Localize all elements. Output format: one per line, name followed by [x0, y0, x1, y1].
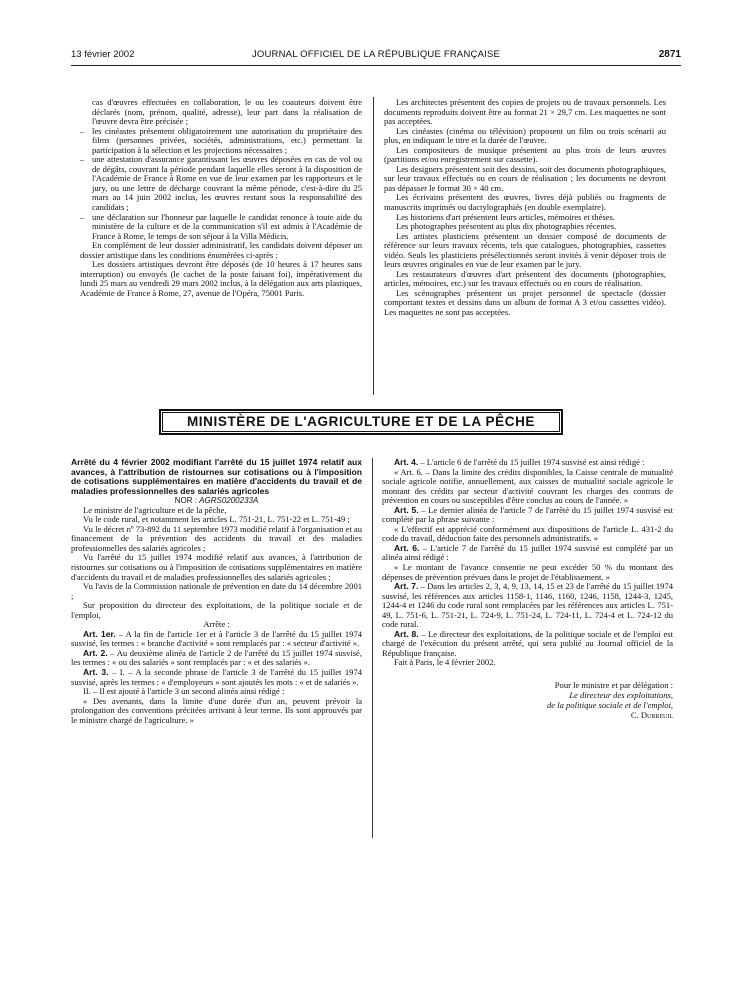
paragraph: Sur proposition du directeur des exploitations, de la politique sociale et de l'emploi,	[71, 600, 362, 620]
article-text: – L'article 6 de l'arrêté du 15 juillet 1974 susvisé est ainsi rédigé :	[418, 457, 645, 467]
signature-title: Le directeur des exploitations,	[569, 690, 673, 701]
article-text: – Dans les articles 2, 3, 4, 9, 13, 14, 15 et 23 de l'arrêté du 15 juillet 1974 susvisé, les références aux articles 1158-1, 1146, 1160, 1246, 1158, 1244-3, 1245, 1244-4 et 1246 du code rural sont remplacées par les références aux articles L. 751-49, L. 751-6, L. 751-21, L. 724-9, L. 751-24, L. 724-11, L. 724-4 et L. 724-12 du code rural.	[382, 581, 673, 630]
article-text: – Le dernier alinéa de l'article 7 de l'arrêté du 15 juillet 1974 susvisé est complété par la phrase suivante :	[382, 504, 673, 525]
paragraph: Les designers présentent soit des dessins, soit des documents photographiques, sur leur travaux effectués ou en cours de réalisation ; les documents ne devront pas dépasser le format 30 × 40 cm.	[384, 163, 666, 193]
arrete-right-column	[382, 458, 673, 720]
article-label: Art. 2.	[83, 647, 108, 658]
paragraph: Les photographes présentent au plus dix photographies récentes.	[396, 221, 617, 232]
signature-title: de la politique sociale et de l'emploi,	[547, 700, 673, 711]
signature-name: C. Dubreuil	[630, 710, 673, 721]
paragraph: En complément de leur dossier administratif, les candidats doivent déposer un dossier artistique dans les conditions énumérées ci-après :	[80, 240, 362, 260]
quoted-paragraph: « Le montant de l'avance consentie ne peut excéder 50 % du montant des dépenses de prévention prévues dans le projet de l'établissement. »	[382, 562, 673, 582]
arrete-title: Arrêté du 4 février 2002 modifiant l'arrêté du 15 juillet 1974 relatif aux avances, à l'attribution de ristournes sur cotisations ou à l'imposition de cotisations supplémentaires en matière d'accidents du travail et de maladies professionnelles des salariés agricoles	[71, 457, 362, 496]
article-5	[382, 506, 673, 525]
article-text: – A la fin de l'article 1er et à l'article 3 de l'arrêté du 15 juillet 1974 susvisé, les termes : « branche d'activité » sont remplacés par : « secteur d'activité ».	[71, 628, 362, 649]
article-label: Art. 6.	[394, 542, 420, 553]
paragraph: Les écrivains présentent des œuvres, livres déjà publiés ou fragments de manuscrits imprimés ou dactylographiés (en double exemplaire).	[384, 192, 666, 213]
signature-block	[382, 680, 673, 720]
article-label: Art. 1er.	[83, 628, 116, 639]
article-1	[71, 630, 362, 649]
article-6	[382, 544, 673, 563]
top-right-column	[384, 98, 666, 318]
nor-code: AGRS0200233A	[199, 496, 259, 506]
article-text: – Au deuxième alinéa de l'article 2 de l'arrêté du 15 juillet 1974 susvisé, les termes : « ou des salariés » sont remplacés par : « et des salariés ».	[71, 647, 362, 668]
list-item: cas d'œuvres effectuées en collaboration, le ou les coauteurs doivent être déclarés (nom, prénom, qualité, adresse), leur part dans la réalisation de l'œuvre devra être précisée ;	[92, 97, 362, 127]
paragraph: Les scénographes présentent un projet personnel de spectacle (dossier comportant textes et dessins dans un album de format A 3 et/ou cassettes vidéo). Les maquettes ne sont pas acceptées.	[384, 287, 666, 318]
paragraph: Les historiens d'art présentent leurs articles, mémoires et thèses.	[396, 211, 615, 222]
header-date: 13 février 2002	[71, 49, 135, 60]
article-2	[71, 649, 362, 668]
paragraph: Les dossiers artistiques devront être déposés (de 10 heures à 17 heures sans interruption) ou envoyés (le cachet de la poste faisant foi), impérativement du lundi 25 mars au vendredi 29 mars 2002 inclus, à la délégation aux arts plastiques, Académie de France à Rome, 27, avenue de l'Opéra, 75001 Paris.	[80, 259, 362, 298]
article-text: – Le directeur des exploitations, de la politique sociale et de l'emploi est chargé de l'exécution du présent arrêté, qui sera publié au Journal officiel de la République française.	[382, 628, 673, 658]
header-page-number: 2871	[658, 49, 681, 60]
fait-a-paris: Fait à Paris, le 4 février 2002.	[394, 657, 496, 668]
article-label: Art. 4.	[394, 457, 419, 467]
article-text: – L'article 7 de l'arrêté du 15 juillet 1974 susvisé est complété par un alinéa ainsi rédigé :	[382, 542, 673, 563]
article-label: Art. 3.	[83, 667, 109, 678]
header-rule	[71, 65, 681, 66]
list-item: – une déclaration sur l'honneur par laquelle le candidat renonce à toute aide du ministère de la culture et de la communication s'il est admis à l'Académie de France à Rome, le temps de son séjour à la Villa Médicis.	[80, 213, 362, 242]
paragraph: Les compositeurs de musique présentent au plus trois de leurs œuvres (partitions et/ou enregistrement sur cassette).	[384, 144, 666, 165]
signature-delegation: Pour le ministre et par délégation :	[554, 680, 673, 691]
column-divider	[373, 97, 374, 395]
paragraph: Le ministre de l'agriculture et de la pêche,	[83, 504, 227, 515]
paragraph: Les restaurateurs d'œuvres d'art présentent des documents (photographies, articles, mémoires, etc.) sur les travaux effectués ou en cours de réalisation.	[384, 268, 666, 289]
top-left-column	[80, 98, 362, 298]
requirements-list	[80, 98, 362, 241]
article-text: – I. – A la seconde phrase de l'article 3 de l'arrêté du 15 juillet 1974 susvisé, après les termes : « d'employeurs » sont ajoutés les mots : « et de salariés ».	[71, 667, 362, 687]
paragraph: Les artistes plasticiens présentent un dossier composé de documents de référence sur leurs travaux récents, tels que catalogues, photographies, cassettes vidéo. Seuls les plasticiens présélectionnés seront invités à venir déposer trois de leurs œuvres originales en vue de leur examen par le jury.	[384, 230, 666, 270]
article-3	[71, 668, 362, 687]
list-item: – les cinéastes présentent obligatoirement une autorisation du propriétaire des films (personnes privées, sociétés, administrations, etc.) permettant la participation à la sélection et les projections nécessaires ;	[80, 127, 362, 156]
header-journal-title: JOURNAL OFFICIEL DE LA RÉPUBLIQUE FRANÇAISE	[251, 49, 501, 60]
nor-label: NOR :	[174, 496, 197, 506]
list-item: – une attestation d'assurance garantissant les œuvres déposées en cas de vol ou de dégâts, couvrant la période pendant laquelle elles seront à la disposition de l'Académie de France à Rome en vue de leur examen par les rapporteurs et le jury, ou une lettre de décharge couvrant la même période, c'est-à-dire du 25 mars au 14 juin 2002 inclus, les œuvres restant sous la responsabilité des candidats ;	[80, 155, 362, 212]
paragraph: Vu l'arrêté du 15 juillet 1974 modifié relatif aux avances, à l'attribution de ristournes sur cotisations ou à l'imposition de cotisations supplémentaires en matière d'accidents du travail et de maladies professionnelles des salariés agricoles ;	[71, 552, 362, 582]
article-7	[382, 582, 673, 630]
arrete-label: Arrête :	[203, 619, 230, 630]
arrete-left-column	[71, 458, 362, 725]
quoted-paragraph: « L'effectif est apprécié conformément aux dispositions de l'article L. 431-2 du code du travail, déduction faite des personnels administratifs. »	[382, 523, 673, 544]
article-label: Art. 7.	[394, 581, 419, 592]
quoted-paragraph: « Art. 6. – Dans la limite des crédits disponibles, la Caisse centrale de mutualité sociale agricole notifie, annuellement, aux caisses de mutualité sociale agricole le montant des crédits par secteur d'activité couvrant les charges des contrats de prévention en cours ou susceptibles d'être conclus au cours de l'année. »	[382, 466, 673, 506]
paragraph: Les architectes présentent des copies de projets ou de travaux personnels. Les documents reproduits doivent être au format 21 × 29,7 cm. Les maquettes ne sont pas acceptées.	[384, 97, 666, 127]
article-label: Art. 5.	[394, 504, 419, 515]
page-header	[71, 49, 681, 63]
column-divider	[372, 458, 373, 838]
paragraph: Les cinéastes (cinéma ou télévision) proposent un film ou trois scénarii au plus, en indiquant le titre et la durée de l'œuvre.	[384, 125, 666, 146]
quoted-paragraph: « Des avenants, dans la limite d'une durée d'un an, peuvent prévoir la prolongation des conventions précitées arrivant à leur terme. Ils sont approuvés par le ministre chargé de l'agriculture. »	[71, 695, 362, 725]
article-label: Art. 8.	[394, 628, 419, 639]
paragraph: Vu le décret nº 73-892 du 11 septembre 1973 modifié relatif à l'organisation et au financement de la prévention des accidents du travail et des maladies professionnelles des salariés agricoles ;	[71, 523, 362, 553]
article-8	[382, 630, 673, 659]
paragraph: Vu le code rural, et notamment les articles L. 751-21, L. 751-22 et L. 751-49 ;	[83, 514, 350, 525]
paragraph: II. – Il est ajouté à l'article 3 un second alinéa ainsi rédigé :	[83, 686, 285, 697]
paragraph: Vu l'avis de la Commission nationale de prévention en date du 14 décembre 2001 ;	[71, 581, 362, 601]
ministry-heading: MINISTÈRE DE L'AGRICULTURE ET DE LA PÊCHE	[159, 409, 563, 435]
